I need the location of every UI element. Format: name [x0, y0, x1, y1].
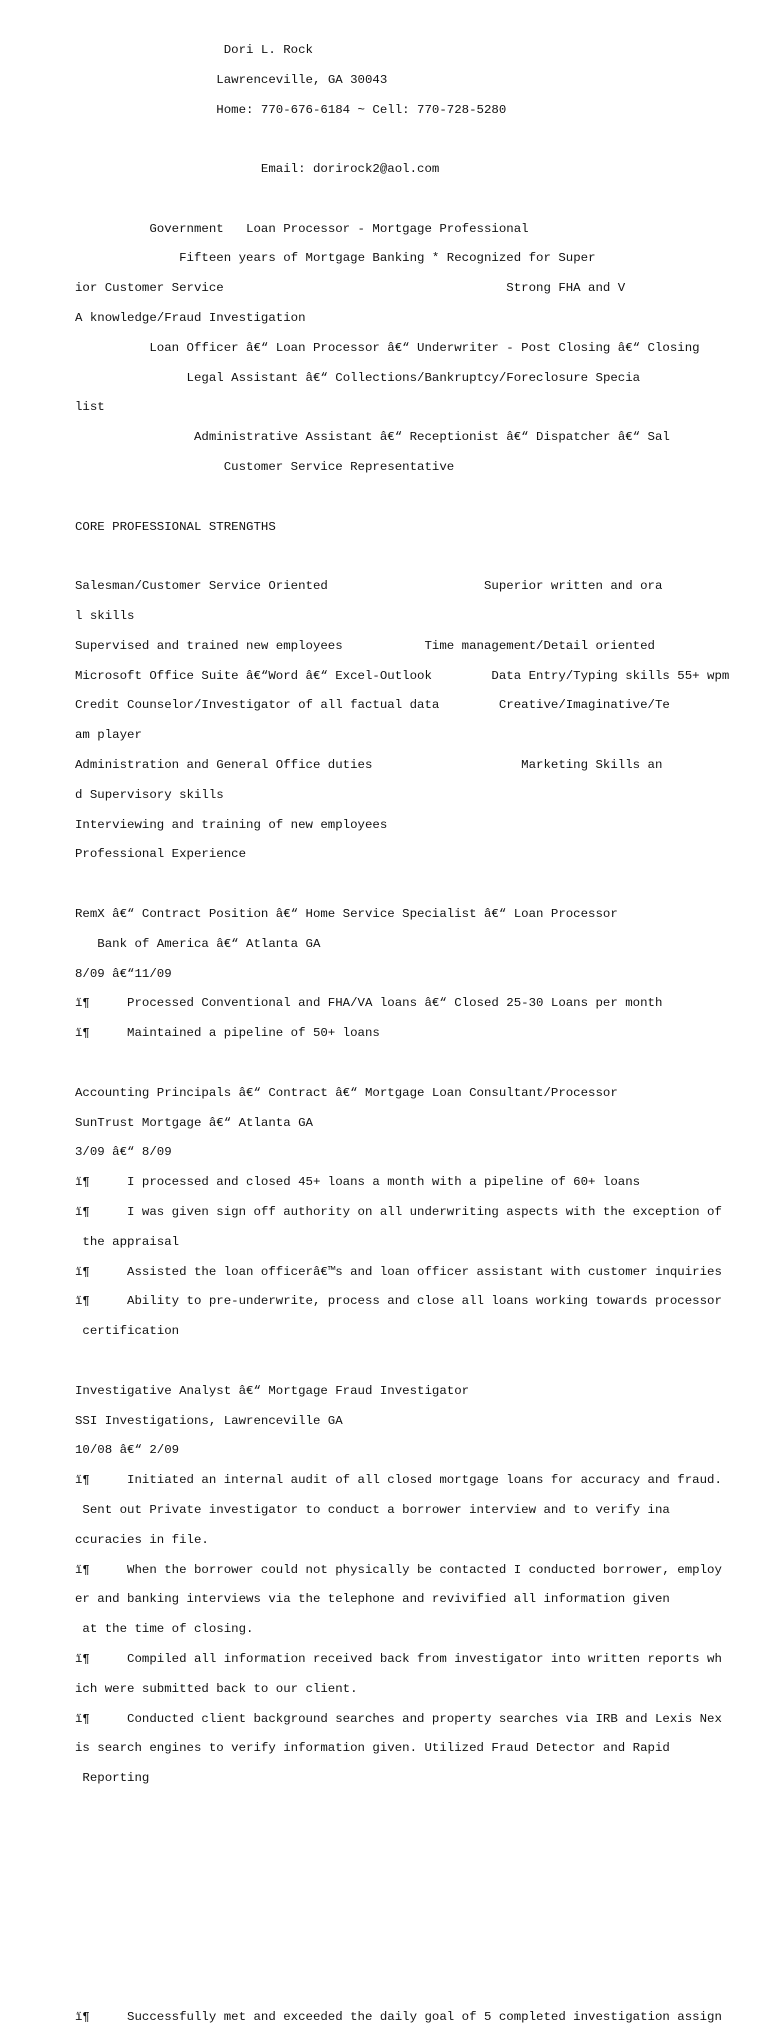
strength-line: am player	[75, 728, 142, 743]
job-bullet-continued: Reporting	[75, 1771, 150, 1786]
summary-line: Legal Assistant â€“ Collections/Bankruptcy/Foreclosure Specia	[186, 370, 641, 385]
blank-line	[75, 1056, 729, 1071]
strength-line: Supervised and trained new employees Time management/Detail oriented	[75, 638, 655, 653]
job-title: RemX â€“ Contract Position â€“ Home Service Specialist â€“ Loan Processor	[75, 907, 618, 922]
job-bullet: ï¶ Maintained a pipeline of 50+ loans	[75, 1026, 380, 1041]
job-employer: Bank of America â€“ Atlanta GA	[75, 936, 321, 951]
summary-line: Loan Officer â€“ Loan Processor â€“ Underwriter - Post Closing â€“ Closing	[149, 340, 700, 355]
strength-line: Administration and General Office duties Marketing Skills an	[75, 758, 663, 773]
job-bullet-continued: ccuracies in file.	[75, 1532, 209, 1547]
summary-line: Customer Service Representative	[223, 460, 455, 475]
job-bullet: ï¶ Ability to pre-underwrite, process and close all loans working towards processor	[75, 1294, 722, 1309]
strength-line: d Supervisory skills	[75, 787, 224, 802]
job-bullet: ï¶ Compiled all information received back from investigator into written reports wh	[75, 1651, 722, 1666]
strength-line: Credit Counselor/Investigator of all factual data Creative/Imaginative/Te	[75, 698, 670, 713]
summary-line: list	[75, 400, 105, 415]
job-bullet: ï¶ Successfully met and exceeded the daily goal of 5 completed investigation assign	[75, 2009, 722, 2024]
job-bullet: ï¶ Conducted client background searches and property searches via IRB and Lexis Nex	[75, 1711, 722, 1726]
blank-line	[75, 490, 729, 505]
job-bullet-continued: ich were submitted back to our client.	[75, 1681, 358, 1696]
strengths-heading: CORE PROFESSIONAL STRENGTHS	[75, 519, 276, 534]
job-bullet-continued: the appraisal	[75, 1234, 180, 1249]
summary-line: ior Customer Service Strong FHA and V	[75, 281, 626, 296]
strength-line: Microsoft Office Suite â€“Word â€“ Excel-Outlook Data Entry/Typing skills 55+ wpm	[75, 668, 730, 683]
strength-line: Salesman/Customer Service Oriented Superior written and ora	[75, 579, 663, 594]
blank-line	[75, 1354, 729, 1369]
blank-line	[75, 877, 729, 892]
resume-document	[75, 28, 729, 2039]
job-bullet: ï¶ Assisted the loan officerâ€™s and loan officer assistant with customer inquiries	[75, 1264, 722, 1279]
job-bullet-continued: is search engines to verify information given. Utilized Fraud Detector and Rapid	[75, 1741, 670, 1756]
blank-line	[75, 1980, 729, 1995]
job-title: Investigative Analyst â€“ Mortgage Fraud Investigator	[75, 1383, 470, 1398]
job-employer: SunTrust Mortgage â€“ Atlanta GA	[75, 1115, 313, 1130]
resume-name: Dori L. Rock	[223, 42, 313, 57]
blank-line	[75, 1831, 729, 1846]
summary-line: Administrative Assistant â€“ Receptionist â€“ Dispatcher â€“ Sal	[193, 430, 670, 445]
blank-line	[75, 1861, 729, 1876]
job-bullet-continued: er and banking interviews via the telephone and revivified all information given	[75, 1592, 670, 1607]
job-bullet-continued: certification	[75, 1324, 180, 1339]
resume-phones: Home: 770-676-6184 ~ Cell: 770-728-5280	[216, 102, 507, 117]
experience-heading: Professional Experience	[75, 847, 247, 862]
job-dates: 3/09 â€“ 8/09	[75, 1145, 172, 1160]
resume-location: Lawrenceville, GA 30043	[216, 72, 388, 87]
job-bullet: ï¶ When the borrower could not physically be contacted I conducted borrower, employ	[75, 1562, 722, 1577]
job-title: Accounting Principals â€“ Contract â€“ Mortgage Loan Consultant/Processor	[75, 1085, 618, 1100]
blank-line	[75, 132, 729, 147]
job-bullet: ï¶ Processed Conventional and FHA/VA loans â€“ Closed 25-30 Loans per month	[75, 996, 663, 1011]
job-bullet: ï¶ Initiated an internal audit of all closed mortgage loans for accuracy and fraud.	[75, 1473, 722, 1488]
job-bullet-continued: at the time of closing.	[75, 1622, 254, 1637]
blank-line	[75, 192, 729, 207]
resume-email: Email: dorirock2@aol.com	[260, 162, 440, 177]
summary-line: Government Loan Processor - Mortgage Professional	[149, 221, 529, 236]
summary-line: Fifteen years of Mortgage Banking * Recognized for Super	[179, 251, 596, 266]
job-bullet: ï¶ I processed and closed 45+ loans a month with a pipeline of 60+ loans	[75, 1175, 641, 1190]
job-bullet-continued: Sent out Private investigator to conduct a borrower interview and to verify ina	[75, 1502, 670, 1517]
summary-line: A knowledge/Fraud Investigation	[75, 311, 306, 326]
blank-line	[75, 1890, 729, 1905]
blank-line	[75, 549, 729, 564]
blank-line	[75, 1801, 729, 1816]
job-dates: 8/09 â€“11/09	[75, 966, 172, 981]
blank-line	[75, 1950, 729, 1965]
job-bullet: ï¶ I was given sign off authority on all underwriting aspects with the exception of	[75, 1204, 722, 1219]
job-dates: 10/08 â€“ 2/09	[75, 1443, 180, 1458]
strength-line: l skills	[75, 609, 135, 624]
blank-line	[75, 1920, 729, 1935]
strength-line: Interviewing and training of new employees	[75, 817, 388, 832]
job-employer: SSI Investigations, Lawrenceville GA	[75, 1413, 343, 1428]
